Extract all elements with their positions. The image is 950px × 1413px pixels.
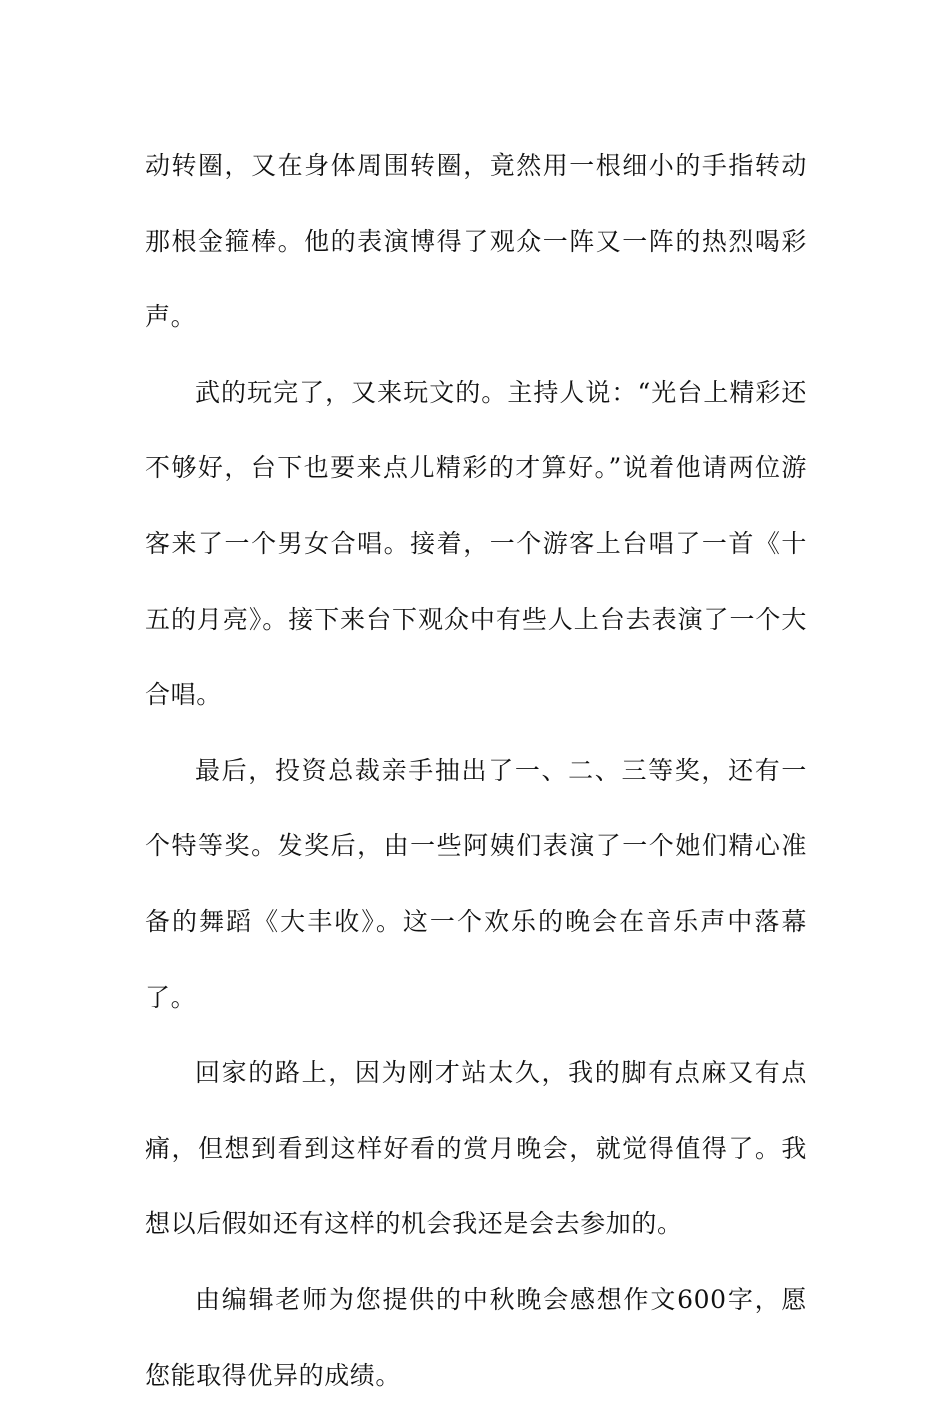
paragraph-4: 回家的路上，因为刚才站太久，我的脚有点麻又有点痛，但想到看到这样好看的赏月晚会，就觉得值得了。我想以后假如还有这样的机会我还是会去参加的。 — [145, 1058, 807, 1239]
paragraph-3: 最后，投资总裁亲手抽出了一、二、三等奖，还有一个特等奖。发奖后，由一些阿姨们表演了一个她们精心准备的舞蹈《大丰收》。这一个欢乐的晚会在音乐声中落幕了。 — [145, 755, 807, 1012]
paragraph-1: 动转圈，又在身体周围转圈，竟然用一根细小的手指转动那根金箍棒。他的表演博得了观众一阵又一阵的热烈喝彩声。 — [145, 151, 807, 332]
paragraph-2: 武的玩完了，又来玩文的。主持人说：“光台上精彩还不够好，台下也要来点儿精彩的才算好。”说着他请两位游客来了一个男女合唱。接着，一个游客上台唱了一首《十五的月亮》。接下来台下观众中有些人上台去表演了一个大合唱。 — [145, 377, 807, 710]
paragraph-5: 由编辑老师为您提供的中秋晚会感想作文600字，愿您能取得优异的成绩。 — [145, 1284, 807, 1390]
document-body — [145, 128, 807, 1413]
